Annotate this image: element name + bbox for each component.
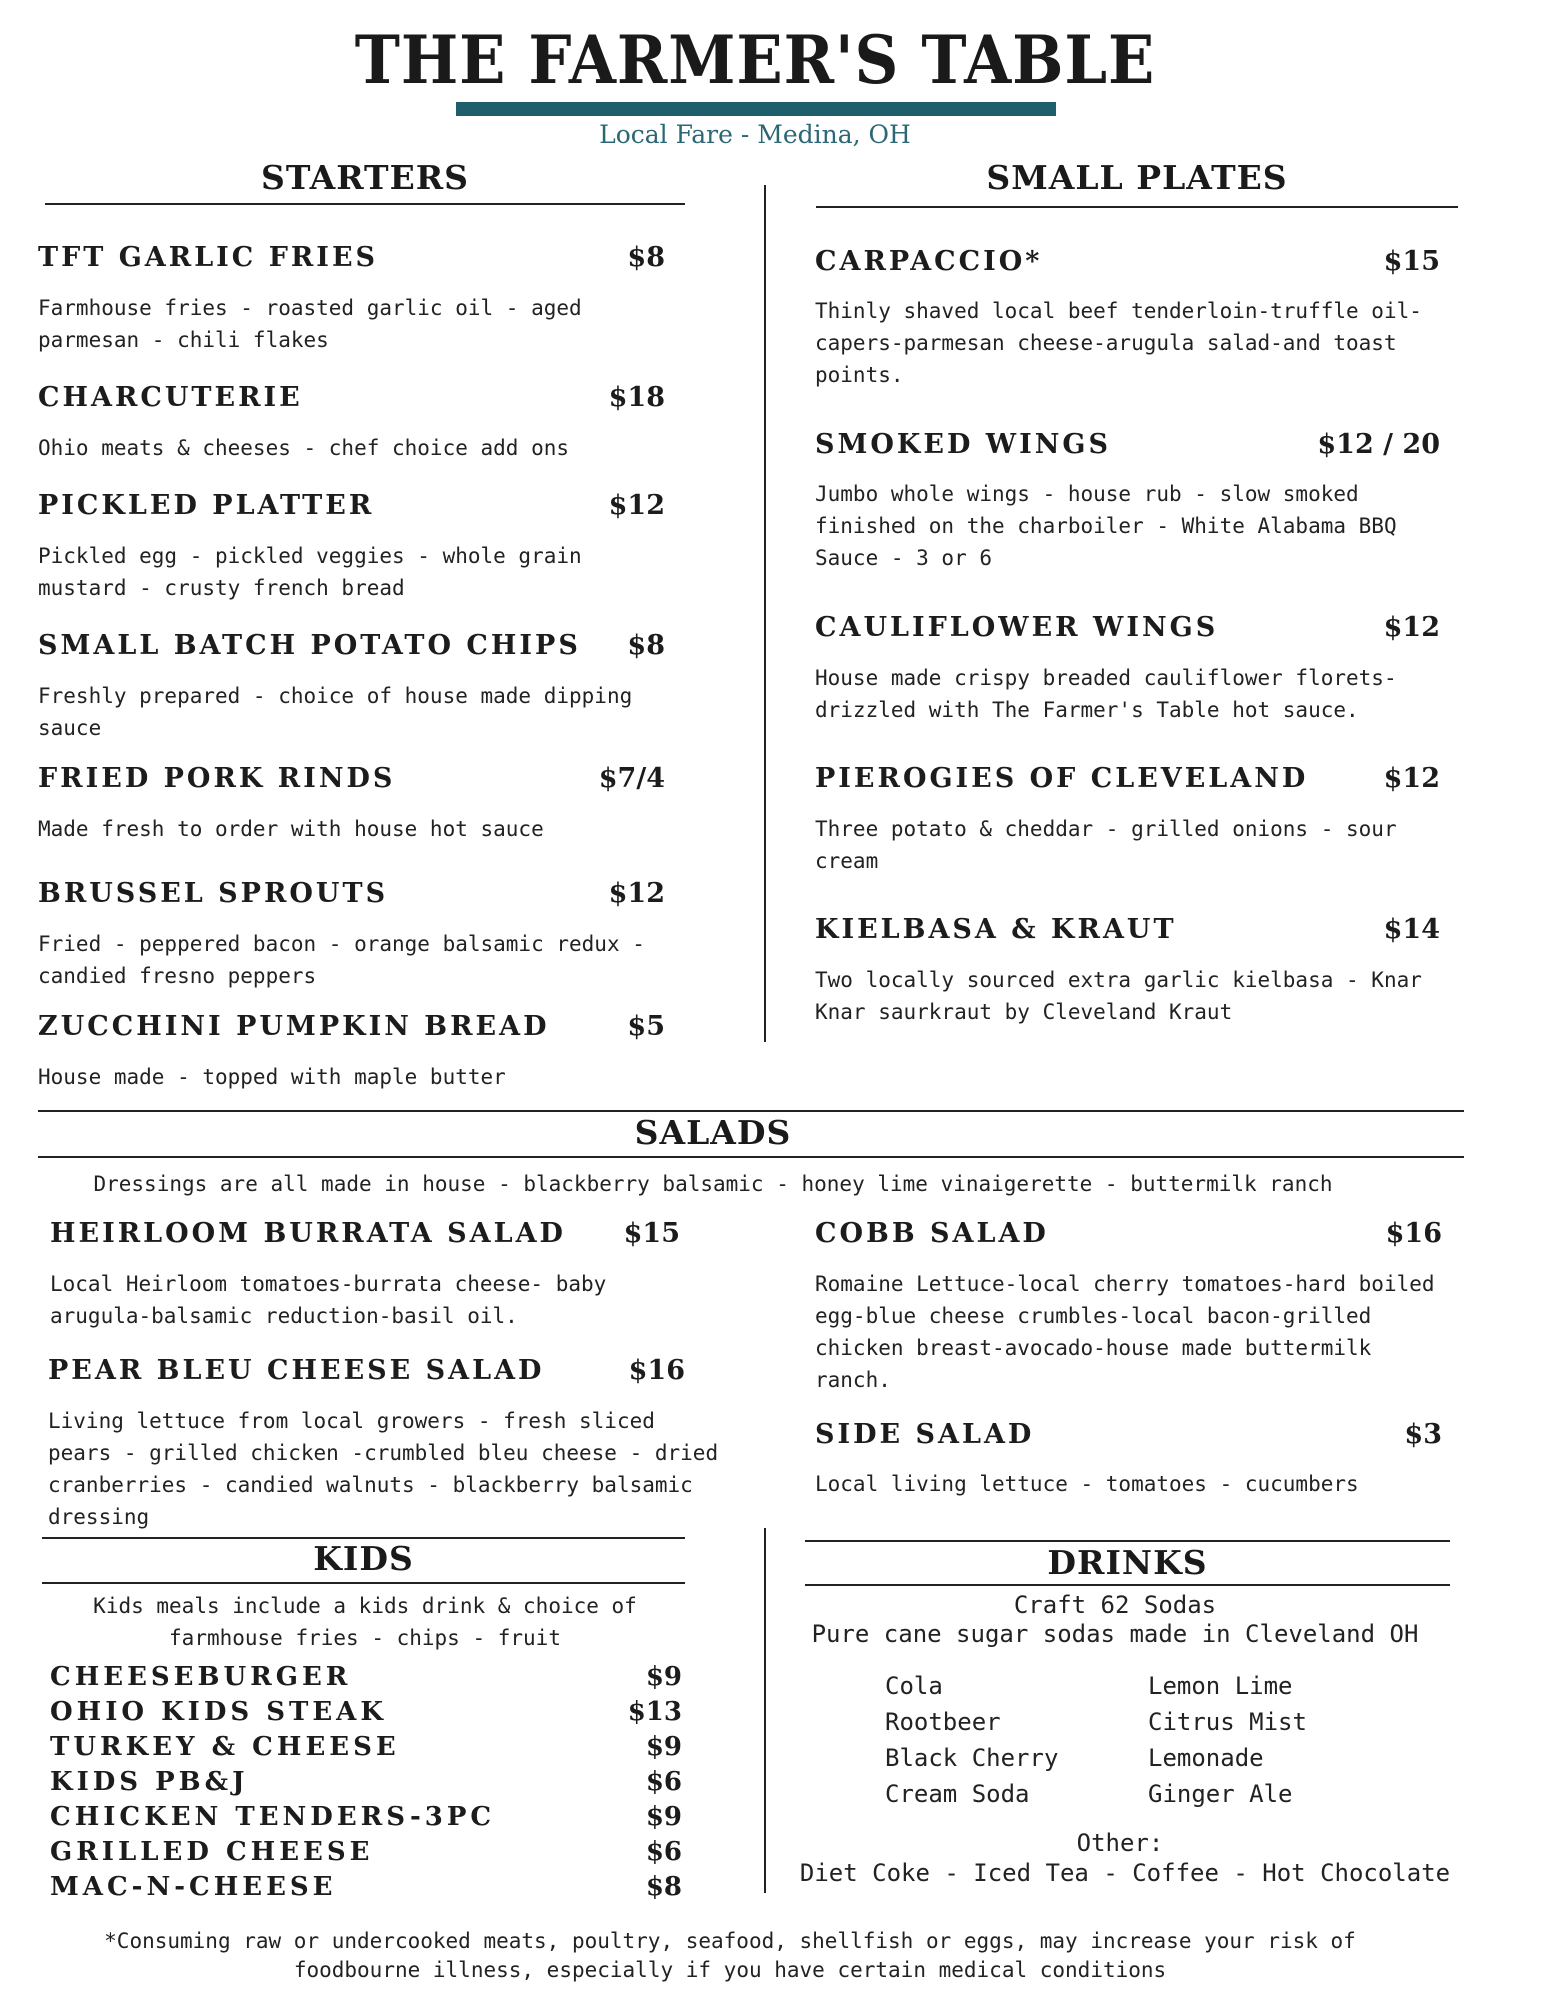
menu-item-name: FRIED PORK RINDS bbox=[38, 763, 396, 794]
menu-item-price: $6 bbox=[645, 1837, 682, 1867]
menu-item-desc: Ohio meats & cheeses - chef choice add ons bbox=[38, 436, 570, 460]
menu-item-price: $12 bbox=[1383, 763, 1440, 794]
kids-item bbox=[50, 1870, 682, 1905]
footer-disclaimer-line2: foodbourne illness, especially if you have certain medical conditions bbox=[293, 1958, 1167, 1982]
menu-item-name: CARPACCIO* bbox=[815, 246, 1043, 277]
menu-item-price: $3 bbox=[1404, 1419, 1442, 1450]
menu-item-price: $8 bbox=[645, 1872, 682, 1902]
drinks-other-label: Other: bbox=[1076, 1829, 1164, 1857]
drink-item: Black Cherry bbox=[885, 1744, 1059, 1772]
menu-item-price: $12 bbox=[608, 878, 665, 909]
menu-item-desc: Living lettuce from local growers - fresh sliced pears - grilled chicken -crumbled bleu cheese - dried cranberries - candied walnuts - blackberry balsamic dressing bbox=[48, 1409, 719, 1529]
menu-item-name: SMOKED WINGS bbox=[815, 429, 1111, 460]
salads-bottom-rule bbox=[38, 1156, 1464, 1158]
menu-item-name: GRILLED CHEESE bbox=[50, 1837, 374, 1867]
restaurant-title: THE FARMER'S TABLE bbox=[354, 21, 1156, 99]
menu-item-name: KIELBASA & KRAUT bbox=[815, 914, 1177, 945]
menu-item-name: MAC-N-CHEESE bbox=[50, 1872, 337, 1902]
menu-item-desc: Local living lettuce - tomatoes - cucumbers bbox=[815, 1472, 1359, 1496]
menu-item-desc: House made crispy breaded cauliflower florets-drizzled with The Farmer's Table hot sauce. bbox=[815, 666, 1397, 722]
menu-item-price: $12 bbox=[608, 490, 665, 521]
drinks-bottom-rule bbox=[805, 1584, 1450, 1586]
column-divider bbox=[764, 185, 766, 1042]
kids-item bbox=[50, 1800, 682, 1835]
menu-item-name: BRUSSEL SPROUTS bbox=[38, 878, 389, 909]
small-plates-rule bbox=[816, 206, 1458, 208]
menu-item-desc: Farmhouse fries - roasted garlic oil - aged parmesan - chili flakes bbox=[38, 296, 582, 352]
menu-item-desc: Three potato & cheddar - grilled onions - sour cream bbox=[815, 817, 1397, 873]
kids-item bbox=[50, 1835, 682, 1870]
menu-item-name: CHARCUTERIE bbox=[38, 382, 303, 413]
menu-item-name: PEAR BLEU CHEESE SALAD bbox=[48, 1355, 545, 1386]
menu-item-name: CHICKEN TENDERS-3PC bbox=[50, 1802, 496, 1832]
menu-item-price: $18 bbox=[608, 382, 665, 413]
menu-item-price: $12 / 20 bbox=[1317, 429, 1440, 460]
menu-item-name: PICKLED PLATTER bbox=[38, 490, 375, 521]
menu-item-name: TFT GARLIC FRIES bbox=[38, 242, 379, 273]
menu-item-desc: Made fresh to order with house hot sauce bbox=[38, 817, 544, 841]
menu-item-desc: Freshly prepared - choice of house made dipping sauce bbox=[38, 684, 633, 740]
menu-item-desc: Local Heirloom tomatoes-burrata cheese- baby arugula-balsamic reduction-basil oil. bbox=[50, 1272, 607, 1328]
drinks-other-list: Diet Coke - Iced Tea - Coffee - Hot Chocolate bbox=[799, 1859, 1451, 1887]
menu-item-price: $9 bbox=[645, 1662, 682, 1692]
menu-item-name: OHIO KIDS STEAK bbox=[50, 1697, 387, 1727]
menu-item-price: $8 bbox=[627, 242, 665, 273]
menu-item-price: $6 bbox=[645, 1767, 682, 1797]
salads-dressing-note: Dressings are all made in house - blackberry balsamic - honey lime vinaigerette - buttermilk ranch bbox=[93, 1172, 1333, 1196]
drink-item: Cola bbox=[885, 1672, 943, 1700]
drink-item: Citrus Mist bbox=[1148, 1708, 1307, 1736]
menu-item-price: $5 bbox=[627, 1011, 665, 1042]
column-divider bbox=[764, 1528, 766, 1893]
kids-title: KIDS bbox=[313, 1539, 414, 1578]
menu-item-name: SIDE SALAD bbox=[815, 1419, 1035, 1450]
menu-item-desc: Jumbo whole wings - house rub - slow smoked finished on the charboiler - White Alabama BBQ Sauce - 3 or 6 bbox=[815, 482, 1397, 570]
menu-item-desc: House made - topped with maple butter bbox=[38, 1065, 506, 1089]
starters-title: STARTERS bbox=[261, 158, 469, 197]
drinks-soda-note: Pure cane sugar sodas made in Cleveland OH bbox=[811, 1620, 1419, 1648]
salads-top-rule bbox=[38, 1110, 1464, 1112]
menu-item-price: $9 bbox=[645, 1802, 682, 1832]
drink-item: Rootbeer bbox=[885, 1708, 1001, 1736]
menu-item-price: $9 bbox=[645, 1732, 682, 1762]
kids-item bbox=[50, 1765, 682, 1800]
menu-item-name: CHEESEBURGER bbox=[50, 1662, 352, 1692]
menu-item-name: KIDS PB&J bbox=[50, 1767, 249, 1797]
menu-item-price: $7/4 bbox=[598, 763, 665, 794]
kids-item bbox=[50, 1660, 682, 1695]
kids-meal-note: Kids meals include a kids drink & choice of farmhouse fries - chips - fruit bbox=[93, 1594, 637, 1650]
drink-item: Cream Soda bbox=[885, 1780, 1030, 1808]
menu-item-desc: Fried - peppered bacon - orange balsamic redux - candied fresno peppers bbox=[38, 932, 645, 988]
menu-item-name: SMALL BATCH POTATO CHIPS bbox=[38, 630, 581, 661]
menu-item-desc: Pickled egg - pickled veggies - whole grain mustard - crusty french bread bbox=[38, 544, 582, 600]
menu-item-name: COBB SALAD bbox=[815, 1218, 1049, 1249]
salads-title: SALADS bbox=[634, 1113, 792, 1152]
menu-item-desc: Thinly shaved local beef tenderloin-truffle oil-capers-parmesan cheese-arugula salad-and toast points. bbox=[815, 299, 1422, 387]
starters-rule bbox=[45, 203, 685, 205]
menu-item-name: TURKEY & CHEESE bbox=[50, 1732, 400, 1762]
restaurant-subtitle: Local Fare - Medina, OH bbox=[599, 120, 911, 149]
menu-item-name: CAULIFLOWER WINGS bbox=[815, 612, 1219, 643]
menu-item-desc: Two locally sourced extra garlic kielbasa - Knar Knar saurkraut by Cleveland Kraut bbox=[815, 968, 1422, 1024]
menu-item-desc: Romaine Lettuce-local cherry tomatoes-hard boiled egg-blue cheese crumbles-local bacon-grilled chicken breast-avocado-house made buttermilk ranch. bbox=[815, 1272, 1435, 1392]
menu-item-price: $15 bbox=[1383, 246, 1440, 277]
menu-item-price: $14 bbox=[1383, 914, 1440, 945]
drinks-craft-sodas: Craft 62 Sodas bbox=[1013, 1591, 1217, 1619]
title-underline-bar bbox=[456, 102, 1056, 116]
menu-item-price: $12 bbox=[1383, 612, 1440, 643]
kids-bottom-rule bbox=[42, 1582, 685, 1584]
menu-item-name: HEIRLOOM BURRATA SALAD bbox=[50, 1218, 566, 1249]
drinks-title: DRINKS bbox=[1047, 1543, 1208, 1582]
menu-item-price: $16 bbox=[1385, 1218, 1442, 1249]
menu-item-name: PIEROGIES OF CLEVELAND bbox=[815, 763, 1309, 794]
drink-item: Lemon Lime bbox=[1148, 1672, 1293, 1700]
drinks-top-rule bbox=[805, 1540, 1450, 1542]
drink-item: Lemonade bbox=[1148, 1744, 1264, 1772]
menu-item-price: $13 bbox=[627, 1697, 682, 1727]
small-plates-title: SMALL PLATES bbox=[986, 158, 1288, 197]
menu-item-price: $15 bbox=[623, 1218, 680, 1249]
menu-item-price: $8 bbox=[627, 630, 665, 661]
drink-item: Ginger Ale bbox=[1148, 1780, 1293, 1808]
menu-item-price: $16 bbox=[628, 1355, 685, 1386]
footer-disclaimer-line1: *Consuming raw or undercooked meats, poultry, seafood, shellfish or eggs, may increase your risk of bbox=[104, 1929, 1356, 1953]
kids-item bbox=[50, 1730, 682, 1765]
kids-item bbox=[50, 1695, 682, 1730]
menu-item-name: ZUCCHINI PUMPKIN BREAD bbox=[38, 1011, 550, 1042]
